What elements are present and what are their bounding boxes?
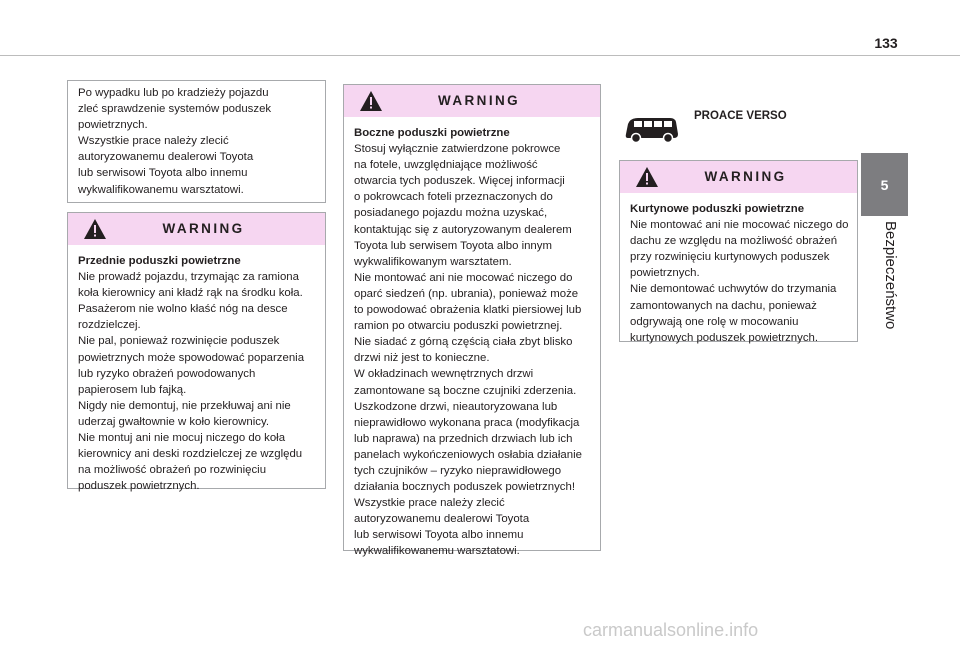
text-line: kierownicy ani deski rozdzielczej ze względu xyxy=(78,448,303,461)
text-line: Wszystkie prace należy zlecić xyxy=(354,497,505,510)
text-line: zamontowanych na dachu, ponieważ xyxy=(630,299,817,312)
text-line: Toyota lub serwisem Toyota albo innym xyxy=(354,239,552,252)
chapter-tab[interactable]: 5 xyxy=(861,153,908,216)
text-line: na możliwość obrażeń po rozwinięciu xyxy=(78,464,267,477)
text-line: Nie pal, ponieważ rozwinięcie poduszek xyxy=(78,335,280,348)
text-line: zamontowane są boczne czujniki zderzenia. xyxy=(354,384,577,397)
text-line: otwarcia tych poduszek. Więcej informacji xyxy=(354,175,565,188)
warning-subtitle: Przednie poduszki powietrzne xyxy=(78,255,241,267)
text-line: dachu ze względu na możliwość obrażeń xyxy=(630,235,838,248)
warning-box-side-airbags xyxy=(343,84,601,558)
text-line: posiadanego pojazdu można uzyskać, xyxy=(354,207,548,220)
text-line: W okładzinach wewnętrznych drzwi xyxy=(354,368,534,381)
text-line: Pasażerom nie wolno kłaść nóg na desce xyxy=(78,303,288,316)
warning-header xyxy=(620,161,857,193)
text-line: nieprawidłowo wykonana praca (modyfikacja xyxy=(354,416,580,429)
info-box xyxy=(67,80,326,203)
text-line: Stosuj wyłącznie zatwierdzone pokrowce xyxy=(354,143,561,156)
text-line: odgrywają one rolę w mocowaniu xyxy=(630,315,799,328)
text-line: wykwalifikowanym warsztatem. xyxy=(354,255,512,268)
text-line: Uszkodzone drzwi, nieautoryzowana lub xyxy=(354,400,558,413)
warning-title: WARNING xyxy=(704,168,787,184)
text-line: powietrznych. xyxy=(630,267,700,280)
text-line: lub ryzyko obrażeń powodowanych xyxy=(78,367,256,380)
vehicle-label xyxy=(620,108,880,148)
text-line: Po wypadku lub po kradzieży pojazdu xyxy=(78,87,269,99)
warning-triangle-icon xyxy=(83,218,107,240)
text-line: rozdzielczej. xyxy=(78,319,141,332)
van-icon xyxy=(620,112,680,144)
watermark: carmanualsonline.info xyxy=(583,620,759,640)
text-line: ramion po otwarciu poduszki powietrznej. xyxy=(354,320,563,333)
text-line: Nigdy nie demontuj, nie przekłuwaj ani nie xyxy=(78,399,291,412)
text-line: powietrznych. xyxy=(78,119,148,132)
text-line: kurtynowych poduszek powietrznych. xyxy=(630,331,819,344)
warning-subtitle: Kurtynowe poduszki powietrzne xyxy=(630,203,805,215)
text-line: wykwalifikowanemu warsztatowi. xyxy=(78,183,244,196)
text-line: Nie siadać z górną częścią ciała zbyt blisko xyxy=(354,336,573,349)
text-line: lub serwisowi Toyota albo innemu xyxy=(354,529,524,542)
warning-box-front-airbags xyxy=(67,212,326,493)
text-line: poduszek powietrznych. xyxy=(78,480,200,493)
text-line: działania bocznych poduszek powietrznych! xyxy=(354,481,575,494)
text-line: zleć sprawdzenie systemów poduszek xyxy=(78,103,272,116)
warning-header xyxy=(344,85,600,117)
warning-subtitle: Boczne poduszki powietrzne xyxy=(354,127,510,139)
text-line: Nie montować ani nie mocować niczego do xyxy=(630,219,849,232)
text-line: to powodować obrażenia klatki piersiowej lub xyxy=(354,304,582,317)
text-line: drzwi niż jest to konieczne. xyxy=(354,352,490,365)
text-line: o pokrowcach foteli przeznaczonych do xyxy=(354,191,553,204)
text-line: przy rozwinięciu kurtynowych poduszek xyxy=(630,251,830,264)
text-line: autoryzowanemu dealerowi Toyota xyxy=(354,513,530,526)
text-line: autoryzowanemu dealerowi Toyota xyxy=(78,151,254,164)
warning-header xyxy=(68,213,325,245)
text-line: tych czujników – ryzyko nieprawidłowego xyxy=(354,464,562,477)
text-line: panelach wykończeniowych osłabia działanie xyxy=(354,448,582,461)
text-line: Nie montować ani nie mocować niczego do xyxy=(354,271,573,284)
text-line: oparć siedzeń (np. ubrania), ponieważ może xyxy=(354,287,579,300)
warning-box-curtain-airbags xyxy=(619,160,858,342)
text-line: Nie montuj ani nie mocuj niczego do koła xyxy=(78,432,286,445)
chapter-label: Bezpieczeństwo xyxy=(882,221,899,330)
text-line: kontaktując się z autoryzowanym dealerem xyxy=(354,223,572,236)
text-line: Nie prowadź pojazdu, trzymając za ramiona xyxy=(78,271,299,284)
vehicle-name: PROACE VERSO xyxy=(694,110,787,122)
text-line: Nie demontować uchwytów do trzymania xyxy=(630,283,837,296)
header-divider xyxy=(0,55,960,56)
text-line: powietrznych może spowodować poparzenia xyxy=(78,351,305,364)
text-line: uderzaj gwałtownie w koło kierownicy. xyxy=(78,415,269,428)
text-line: lub naprawa) na przednich drzwiach lub ich xyxy=(354,432,573,445)
text-line: na fotele, uwzględniające możliwość xyxy=(354,159,538,172)
page-number: 133 xyxy=(874,35,898,51)
text-line: koła kierownicy ani kładź rąk na środku koła. xyxy=(78,287,303,300)
warning-title: WARNING xyxy=(162,220,245,236)
warning-triangle-icon xyxy=(359,90,383,112)
text-line: papierosem lub fajką. xyxy=(78,383,187,396)
text-line: Wszystkie prace należy zlecić xyxy=(78,135,229,148)
warning-title: WARNING xyxy=(437,92,521,108)
warning-triangle-icon xyxy=(635,166,659,188)
text-line: lub serwisowi Toyota albo innemu xyxy=(78,167,248,180)
text-line: wykwalifikowanemu warsztatowi. xyxy=(354,545,520,558)
